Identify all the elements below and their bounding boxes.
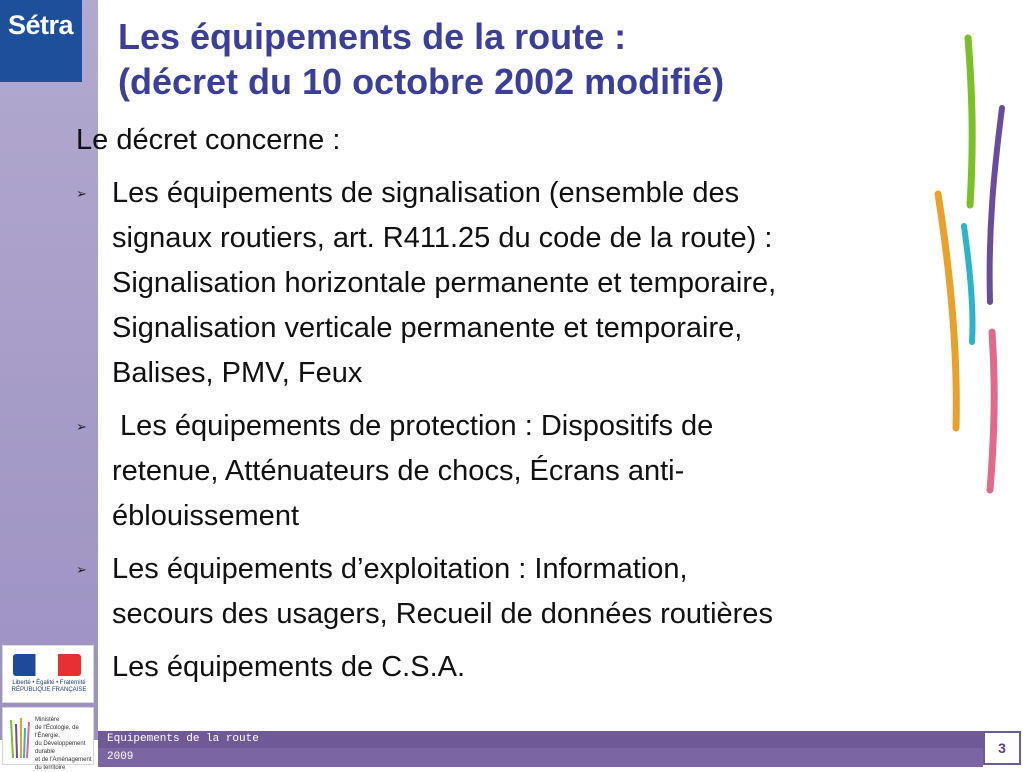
- bullet-line: Les équipements de signalisation (ensemble des: [112, 177, 740, 209]
- bullet-item: [76, 171, 956, 396]
- title-line-2: (décret du 10 octobre 2002 modifié): [118, 61, 725, 102]
- logo-text: Sétra: [8, 10, 74, 40]
- ministry-caption: [35, 716, 93, 772]
- french-flag-icon: [13, 654, 81, 676]
- bullet-item: [76, 547, 956, 637]
- bullet-line: éblouissement: [112, 500, 299, 532]
- bullet-line: Signalisation horizontale permanente et temporaire,: [112, 267, 777, 299]
- marianne-caption: [7, 680, 91, 694]
- marianne-logo: [2, 645, 94, 703]
- intro-text: Le décret concerne :: [76, 124, 341, 156]
- footer-title: Equipements de la route: [107, 733, 259, 745]
- marianne-motto: Liberté • Égalité • Fraternité: [12, 680, 86, 686]
- bullet-line: Signalisation verticale permanente et temporaire,: [112, 312, 743, 344]
- title-line-1: Les équipements de la route :: [118, 16, 627, 57]
- slide-body: [76, 118, 956, 698]
- bullet-line: Les équipements d’exploitation : Information,: [112, 553, 688, 585]
- ministry-logo: [2, 707, 94, 771]
- purple-ribbon: [990, 108, 1002, 302]
- bullet-arrow-icon: ➢: [76, 419, 87, 434]
- ministry-line: du Développement durable: [35, 741, 86, 755]
- setra-logo: [0, 0, 82, 82]
- ministry-line: du territoire: [35, 765, 66, 771]
- bullet-arrow-icon: ➢: [76, 186, 87, 201]
- ministry-emblem-icon: [7, 714, 31, 760]
- bullet-item: [76, 404, 956, 539]
- ministry-line: de l'Écologie, de l'Énergie,: [35, 725, 79, 739]
- footer-year: 2009: [107, 751, 134, 763]
- bullet-line: Balises, PMV, Feux: [112, 357, 363, 389]
- footer-band-lower: [98, 748, 983, 767]
- green-ribbon: [968, 38, 972, 205]
- bullet-item: [76, 645, 956, 690]
- ministry-line: Ministère: [35, 717, 60, 723]
- bullet-line: retenue, Atténuateurs de chocs, Écrans anti-: [112, 455, 685, 487]
- orange-ribbon: [938, 194, 956, 428]
- bullet-list: [76, 171, 956, 690]
- bullet-arrow-icon: ➢: [76, 562, 87, 577]
- slide-title: [118, 14, 724, 104]
- pink-ribbon: [990, 332, 994, 490]
- decorative-ribbons: [920, 30, 1020, 510]
- page-number: 3: [983, 731, 1021, 765]
- teal-ribbon: [964, 226, 973, 342]
- bullet-line: signaux routiers, art. R411.25 du code de la route) :: [112, 222, 773, 254]
- bullet-line: secours des usagers, Recueil de données routières: [112, 598, 773, 630]
- marianne-republic: RÉPUBLIQUE FRANÇAISE: [11, 687, 87, 693]
- bullet-line: Les équipements de protection : Dispositifs de: [112, 410, 714, 442]
- ministry-line: et de l'Aménagement: [35, 757, 92, 763]
- bullet-line: Les équipements de C.S.A.: [112, 651, 466, 683]
